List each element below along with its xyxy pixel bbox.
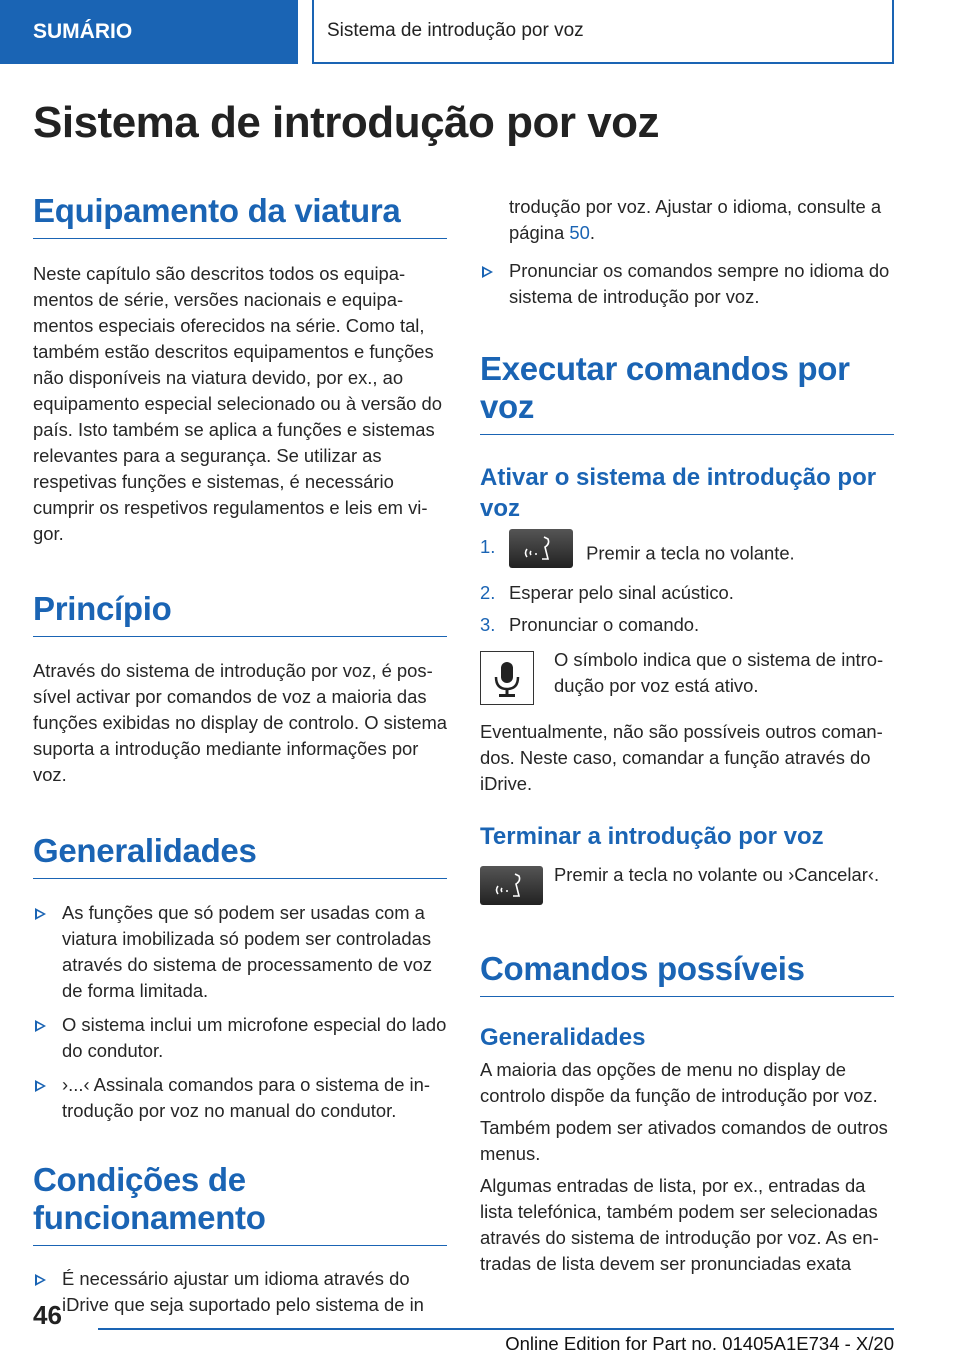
page-title: Sistema de introdução por voz [33, 98, 660, 147]
step-item: 1. Premir a tecla no volante. [480, 534, 894, 574]
triangle-right-icon [482, 266, 493, 278]
heading-generalidades-2: Generalidades [480, 1024, 646, 1051]
comandos-p2: Também podem ser ativados comandos de outros menus. [480, 1117, 888, 1164]
heading-generalidades: Generalidades [33, 832, 447, 879]
header-section [312, 0, 894, 64]
triangle-right-icon [35, 1274, 46, 1286]
generalidades-list [33, 900, 447, 1124]
heading-comandos: Comandos possíveis [480, 950, 894, 997]
heading-executar: Executar comandos por voz [480, 350, 894, 435]
header-tab-sumario[interactable] [0, 0, 298, 64]
list-item: As funções que só podem ser usadas com a viatura imobilizada só podem ser controladas através do sistema de processamento de voz de forma limitada. [33, 900, 447, 1004]
page-number: 46 [33, 1300, 62, 1330]
condicoes-list [33, 1266, 447, 1318]
condicoes-list-continued [480, 194, 894, 310]
voice-button-icon [480, 866, 543, 905]
header-section-label: Sistema de introdução por voz [327, 20, 584, 41]
equipamento-text: Neste capítulo são descritos todos os equipamentos de série, versões nacionais e equipamentos especiais oferecidos na série. Como tal, também estão descritos equipamentos e funções não disponíveis na viatura devido, por ex., ao equipamento especial selecionado ou à versão do país. Isto também se aplica a funções e sistemas relevantes para a segurança. Se utilizar as respetivas funções e sistemas, é necessário cumprir os respetivos regulamentos e leis em vigor. [33, 263, 442, 544]
list-item: trodução por voz. Ajustar o idioma, consulte a página 50. [509, 196, 882, 243]
comandos-p3: Algumas entradas de lista, por ex., entradas da lista telefónica, também podem ser selecionadas através do sistema de introdução por voz. As entradas de lista devem ser pronunciadas exata [480, 1175, 879, 1274]
triangle-right-icon [35, 908, 46, 920]
left-column [33, 192, 447, 1326]
footer-divider [98, 1328, 894, 1330]
terminar-row [480, 862, 894, 920]
list-item: É necessário ajustar um idioma através do iDrive que seja suportado pelo sistema de in [33, 1266, 447, 1318]
step-item: 2. Esperar pelo sinal acústico. [480, 582, 734, 603]
steps-list [480, 534, 894, 638]
heading-principio: Princípio [33, 590, 447, 637]
microphone-icon [480, 651, 534, 705]
heading-terminar: Terminar a introdução por voz [480, 823, 824, 850]
mic-text: O símbolo indica que o sistema de introdução por voz está ativo. [554, 649, 884, 696]
terminar-text: Premir a tecla no volante ou ›Cancelar‹. [554, 864, 880, 885]
header-tab-label: SUMÁRIO [33, 20, 133, 43]
voice-button-icon [509, 529, 573, 568]
page-link-50[interactable]: 50 [569, 222, 590, 243]
heading-ativar: Ativar o sistema de introdução por voz [480, 464, 877, 522]
footer-edition: Online Edition for Part no. 01405A1E734 - X/20 [505, 1333, 894, 1354]
step-item: 3. Pronunciar o comando. [480, 614, 700, 635]
heading-condicoes: Condições de funcionamento [33, 1161, 447, 1246]
mic-note [480, 647, 894, 707]
principio-text: Através do sistema de introdução por voz, é possível activar por comandos de voz a maioria das funções exibidas no display de controlo. O sistema suporta a introdução mediante informações por voz. [33, 660, 448, 785]
triangle-right-icon [35, 1020, 46, 1032]
list-item: ›...‹ Assinala comandos para o sistema de introdução por voz no manual do condutor. [33, 1072, 447, 1124]
list-item: Pronunciar os comandos sempre no idioma do sistema de introdução por voz. [480, 258, 894, 310]
list-item: O sistema inclui um microfone especial do lado do condutor. [33, 1012, 447, 1064]
right-column [480, 194, 894, 1277]
triangle-right-icon [35, 1080, 46, 1092]
heading-equipamento: Equipamento da viatura [33, 192, 447, 239]
comandos-p1: A maioria das opções de menu no display de controlo dispõe da função de introdução por voz. [480, 1059, 878, 1106]
eventual-text: Eventualmente, não são possíveis outros comandos. Neste caso, comandar a função através do iDrive. [480, 721, 883, 794]
